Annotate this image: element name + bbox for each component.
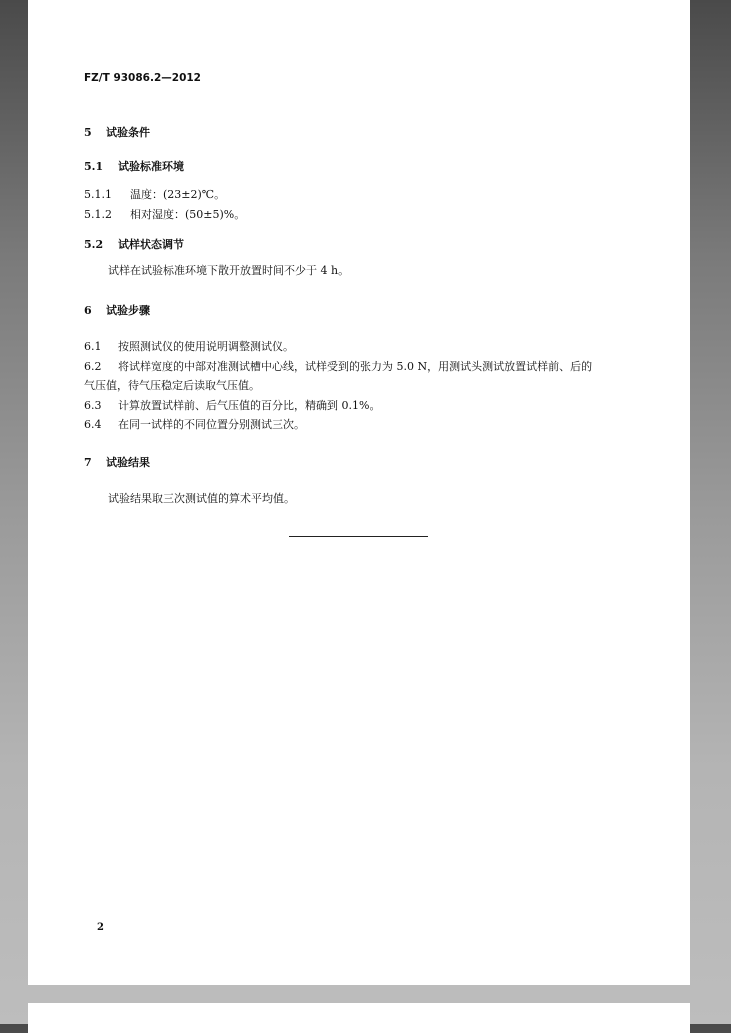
clause-number: 6.2 — [84, 360, 102, 373]
clause-text-line-1: 将试样宽度的中部对准测试槽中心线，试样受到的张力为 5.0 N，用测试头测试放置试样前、后的 — [118, 360, 593, 373]
clause-6-2-continuation: 气压值，待气压稳定后读取气压值。 — [84, 379, 260, 392]
clause-number: 5.1.2 — [84, 208, 112, 221]
section-title: 试验结果 — [106, 456, 150, 469]
clause-6-1 — [84, 338, 294, 354]
clause-6-2 — [84, 358, 592, 374]
section-7-heading — [84, 454, 150, 470]
clause-number: 6.3 — [84, 399, 102, 412]
clause-6-4 — [84, 416, 305, 432]
clause-text: 相对湿度：(50±5)%。 — [130, 208, 246, 221]
section-7-body: 试验结果取三次测试值的算术平均值。 — [108, 492, 295, 505]
clause-number: 5.1.1 — [84, 188, 112, 201]
standard-number: FZ/T 93086.2—2012 — [84, 72, 201, 84]
clause-text: 温度：(23±2)℃。 — [130, 188, 226, 201]
clause-5-1-1 — [84, 186, 225, 202]
clause-6-3 — [84, 397, 380, 413]
section-title: 试验步骤 — [106, 304, 150, 317]
page-number: 2 — [97, 922, 104, 933]
section-title: 试验条件 — [106, 126, 150, 139]
section-5-1-heading — [84, 158, 184, 174]
section-5-2-body: 试样在试验标准环境下散开放置时间不少于 4 h。 — [108, 264, 350, 277]
clause-5-1-2 — [84, 206, 245, 222]
section-5-2-heading — [84, 236, 184, 252]
section-title: 试验标准环境 — [118, 160, 184, 173]
clause-text: 计算放置试样前、后气压值的百分比，精确到 0.1%。 — [118, 399, 381, 412]
section-number: 5.1 — [84, 160, 104, 173]
section-number: 6 — [84, 304, 92, 317]
clause-number: 6.4 — [84, 418, 102, 431]
end-rule-divider — [289, 536, 428, 537]
clause-number: 6.1 — [84, 340, 102, 353]
section-title: 试样状态调节 — [118, 238, 184, 251]
section-number: 7 — [84, 456, 92, 469]
section-number: 5.2 — [84, 238, 104, 251]
next-page-edge — [28, 1003, 690, 1033]
clause-text: 在同一试样的不同位置分别测试三次。 — [118, 418, 305, 431]
section-5-heading — [84, 124, 150, 140]
document-page — [28, 0, 690, 985]
section-6-heading — [84, 302, 150, 318]
clause-text: 按照测试仪的使用说明调整测试仪。 — [118, 340, 294, 353]
section-number: 5 — [84, 126, 92, 139]
